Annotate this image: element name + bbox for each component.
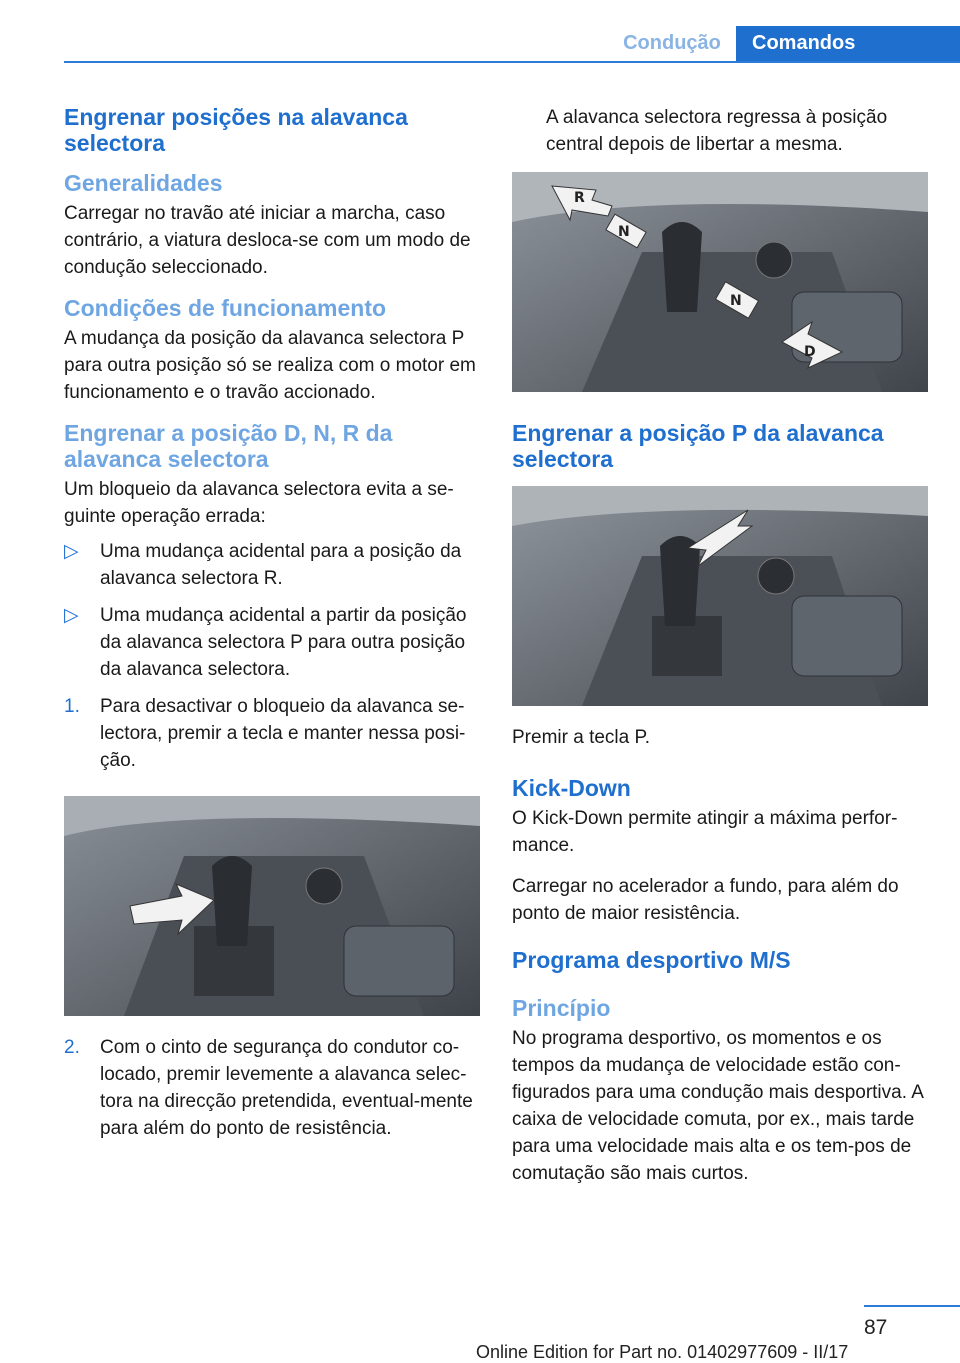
step-number: 2.: [64, 1037, 80, 1058]
subheading-kick-down: Kick-Down: [512, 775, 631, 801]
step-item: 2. Com o cinto de segurança do condutor co‐locado, premir levemente a alavanca selec‐tora na direcção pretendida, eventual‐mente para além do ponto de resistência.: [64, 1034, 480, 1142]
page-header: [0, 26, 960, 62]
paragraph-condicoes: A mudança da posição da alavanca selectora P para outra posição só se realiza com o motor em funcionamento e o travão accionado.: [64, 328, 476, 403]
edition-footer: Online Edition for Part no. 01402977609 - II/17: [476, 1342, 849, 1362]
paragraph-return: A alavanca selectora regressa à posição central depois de libertar a mesma.: [546, 107, 888, 155]
position-label: R: [574, 190, 585, 206]
subheading-condicoes: Condições de funcionamento: [64, 295, 387, 321]
paragraph-premir-p: Premir a tecla P.: [512, 727, 650, 748]
park-button-image: [512, 486, 928, 706]
position-label: N: [618, 224, 630, 240]
chapter-tab[interactable]: Comandos: [736, 26, 960, 63]
section-title: Engrenar posições na alavanca selectora: [64, 104, 408, 156]
selector-lever-press-image: [64, 796, 480, 1016]
step-item: 1. Para desactivar o bloqueio da alavanca se‐lectora, premir a tecla e manter nessa posi‐ção.: [64, 693, 480, 774]
step-number: 1.: [64, 696, 80, 717]
position-label: N: [730, 293, 742, 309]
header-rule: [64, 61, 960, 63]
paragraph-generalidades: Carregar no travão até iniciar a marcha, caso contrário, a viatura desloca-se com um modo de condução seleccionado.: [64, 203, 471, 278]
selector-positions-image: [512, 172, 928, 392]
subheading-generalidades: Generalidades: [64, 170, 223, 196]
subheading-principio: Princípio: [512, 995, 611, 1021]
list-item: ▷ Uma mudança acidental para a posição da alavanca selectora R.: [64, 538, 480, 592]
page-number: 87: [864, 1316, 888, 1339]
subheading-programa: Programa desportivo M/S: [512, 947, 791, 973]
paragraph-dnr: Um bloqueio da alavanca selectora evita a se‐guinte operação errada:: [64, 479, 454, 527]
footer-rule: [864, 1305, 960, 1307]
left-column: [64, 104, 480, 1152]
position-label: D: [804, 344, 816, 360]
list-item: ▷ Uma mudança acidental a partir da posição da alavanca selectora P para outra posição da alavanca selectora.: [64, 602, 480, 683]
subheading-engrenar-p: Engrenar a posição P da alavanca selectora: [512, 420, 884, 472]
section-tab[interactable]: Condução: [623, 32, 721, 54]
right-column: [512, 104, 928, 1201]
triangle-bullet-icon: ▷: [64, 541, 79, 562]
paragraph-kick-2: Carregar no acelerador a fundo, para além do ponto de maior resistência.: [512, 876, 899, 924]
paragraph-principio: No programa desportivo, os momentos e os tempos da mudança de velocidade estão con‐figurados para uma condução mais desportiva. A caixa de velocidade comuta, por ex., mais tarde para uma velocidade mais alta e os tem‐pos de comutação são mais curtos.: [512, 1028, 923, 1184]
subheading-dnr: Engrenar a posição D, N, R da alavanca selectora: [64, 420, 393, 472]
paragraph-kick-1: O Kick-Down permite atingir a máxima perfor‐mance.: [512, 808, 898, 856]
triangle-bullet-icon: ▷: [64, 605, 79, 626]
